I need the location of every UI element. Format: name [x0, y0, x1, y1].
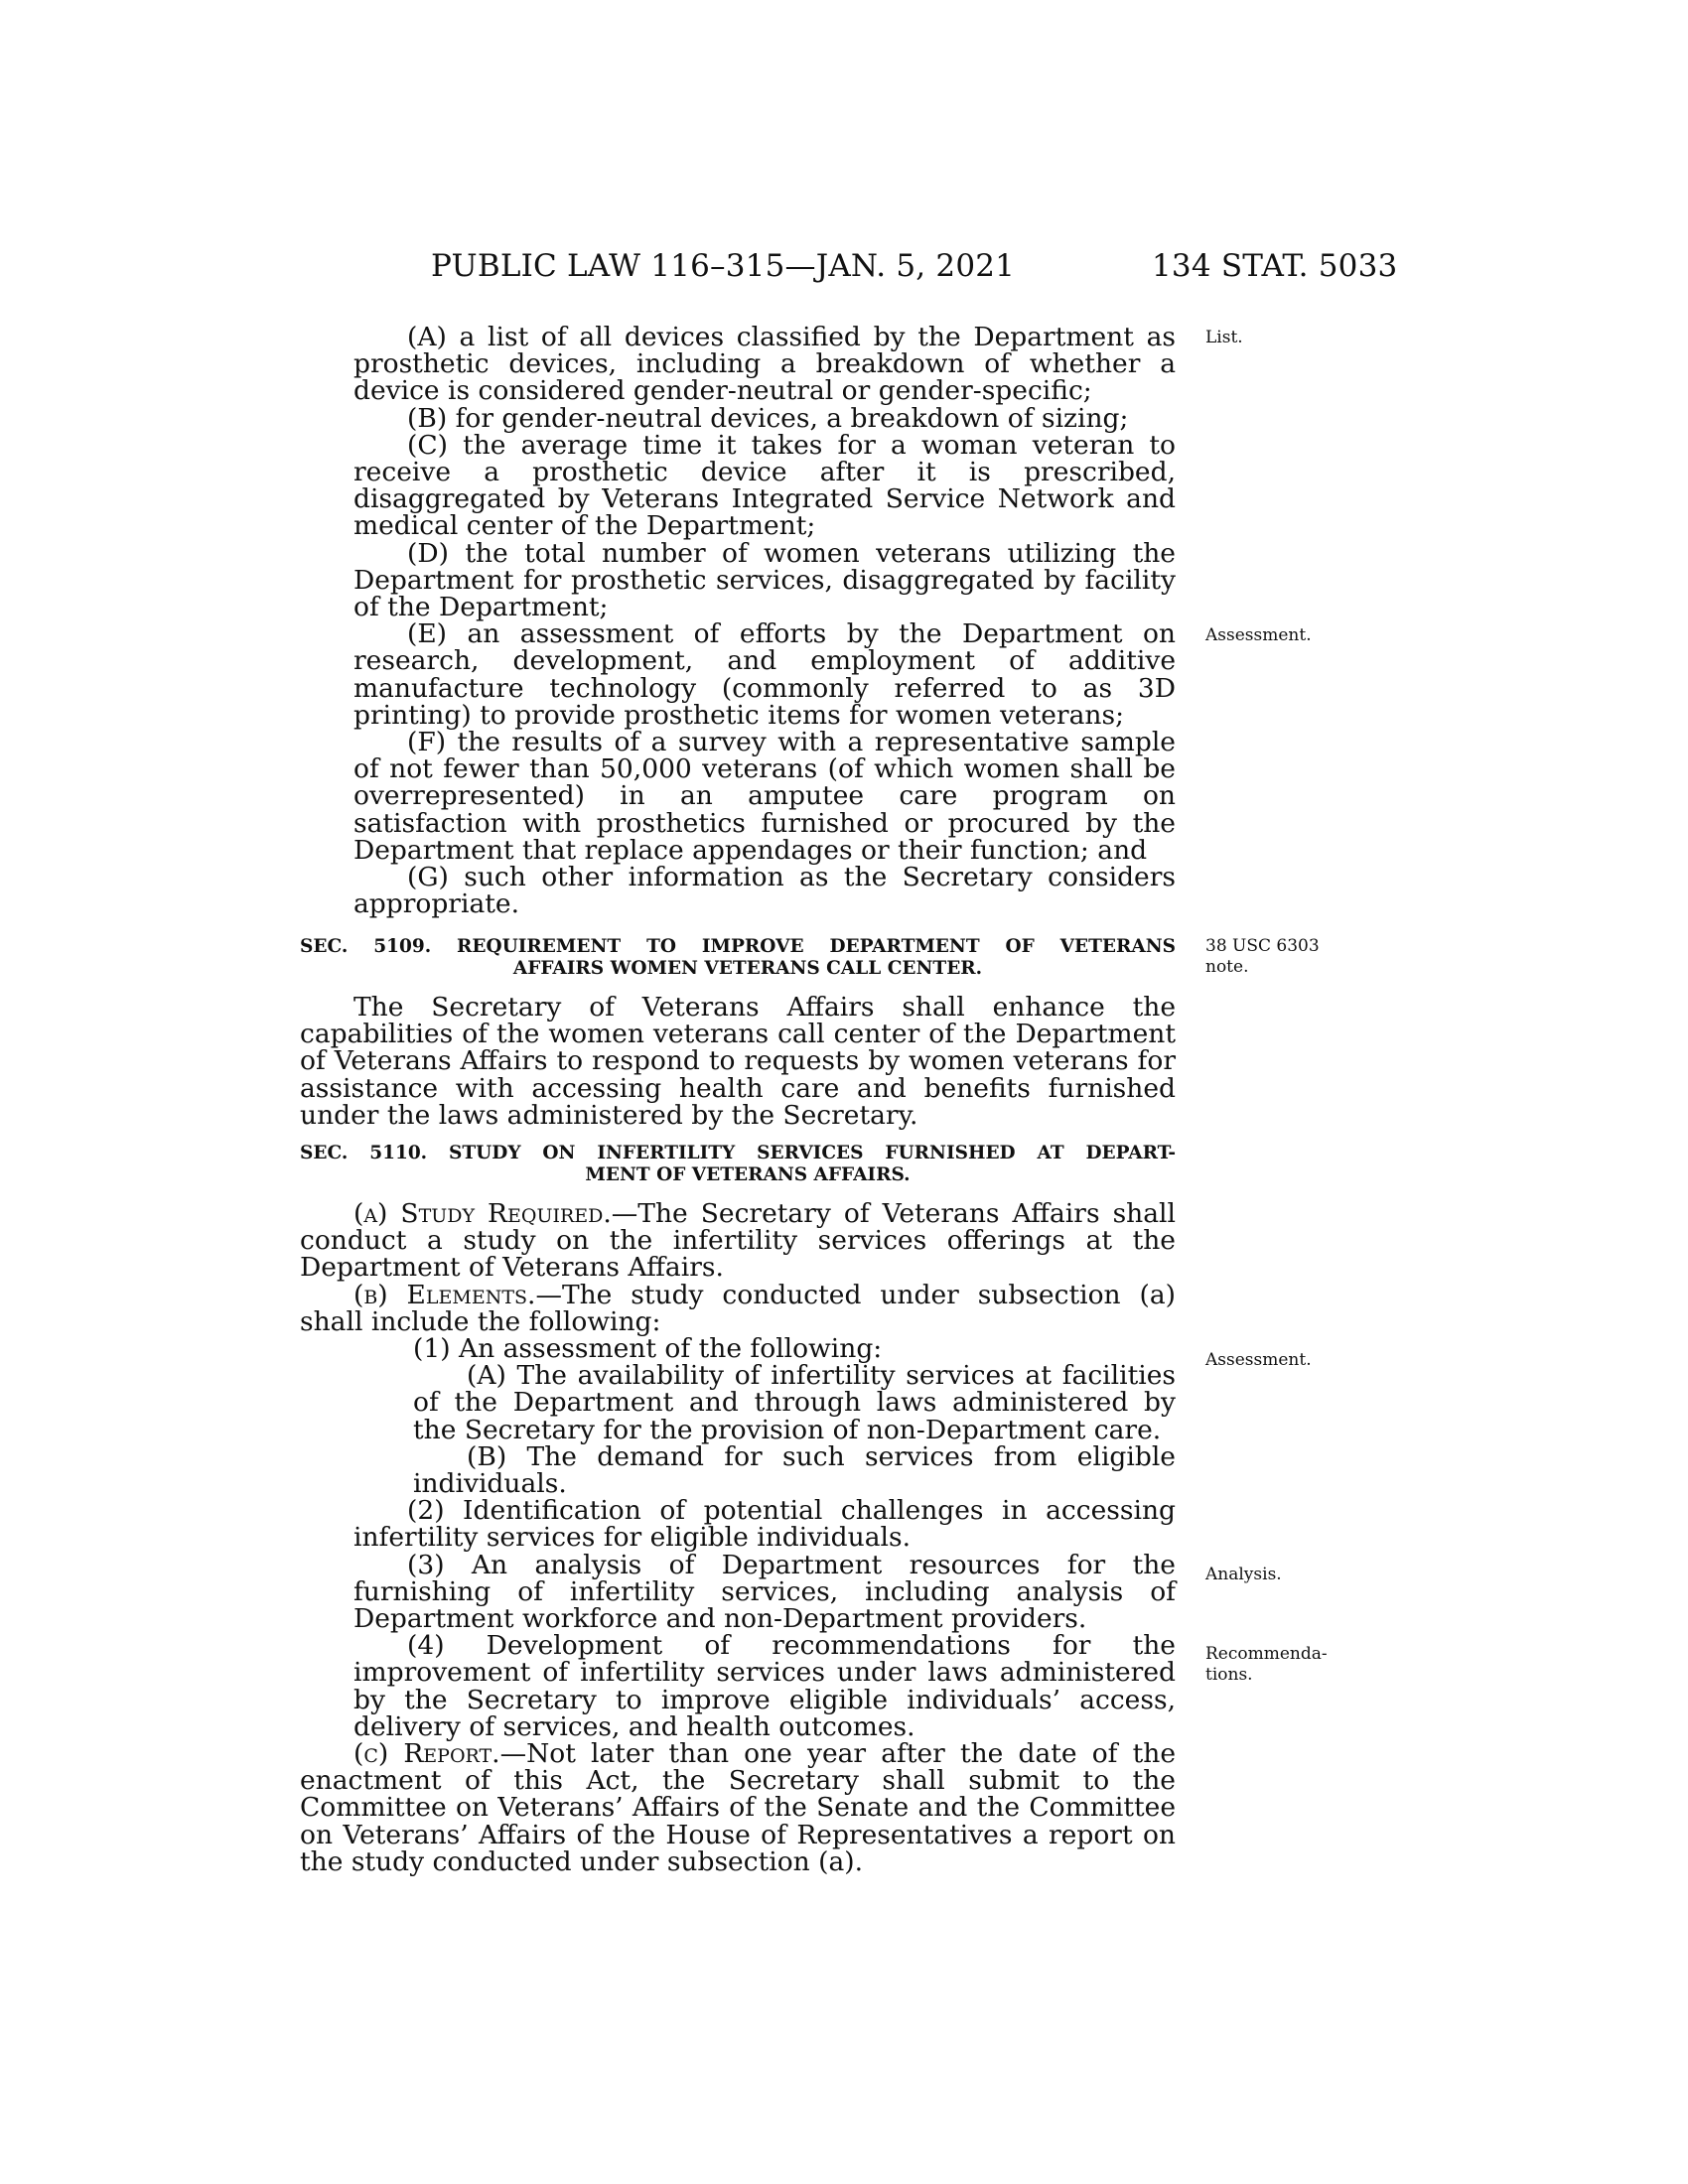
margin-note-recommendations-line1: Recommenda-	[1205, 1644, 1328, 1664]
margin-note-usc	[1205, 936, 1320, 978]
list-item-g: (G) such other information as the Secretary considers appropriate.	[353, 862, 1176, 920]
element-3: (3) An analysis of Department resources for the furnishing of infertility services, including analysis of Department workforce and non-Department providers.	[353, 1549, 1176, 1635]
element-1: (1) An assessment of the following:	[413, 1333, 883, 1365]
margin-note-usc-line1: 38 USC 6303	[1205, 936, 1320, 956]
subsection-c-text: —Not later than one year after the date of the enactment of this Act, the Secretary shall submit to the Committee on Veterans’ Affairs of the Senate and the Committee on Veterans’ Affairs of the House of Representatives a report on the study conducted under subsection (a).	[300, 1738, 1177, 1877]
section-5110-heading-line2: MENT OF VETERANS AFFAIRS.	[585, 1164, 911, 1185]
list-item-b: (B) for gender-neutral devices, a breakdown of sizing;	[407, 402, 1129, 434]
margin-note-analysis: Analysis.	[1205, 1565, 1282, 1584]
subsection-b-text: —The study conducted under subsection (a) shall include the following:	[300, 1279, 1176, 1337]
section-5110-heading-line1: SEC. 5110. STUDY ON INFERTILITY SERVICES FURNISHED AT DEPART-	[300, 1143, 1176, 1163]
subsection-a	[300, 1200, 1176, 1282]
subsection-a-text: —The Secretary of Veterans Affairs shall conduct a study on the infertility services offerings at the Department of Veterans Affairs.	[300, 1198, 1176, 1284]
margin-note-usc-line2: note.	[1205, 957, 1249, 977]
section-5109	[300, 936, 1176, 1129]
margin-note-assessment-2: Assessment.	[1205, 1350, 1312, 1370]
subsection-c	[300, 1740, 1176, 1875]
section-5110	[300, 1143, 1176, 1875]
element-4: (4) Development of recommendations for the improvement of infertility services under laws administered by the Secretary to improve eligible individuals’ access, delivery of services, and health outcomes.	[353, 1630, 1176, 1742]
list-item-c: (C) the average time it takes for a woman veteran to receive a prosthetic device after it is prescribed, disaggregated by Veterans Integrated Service Network and medical center of the Department;	[353, 429, 1176, 542]
section-5110-heading	[300, 1143, 1176, 1186]
section-5109-heading	[300, 936, 1176, 980]
element-1-a: (A) The availability of infertility services at facilities of the Department and through laws administered by the Secretary for the provision of non-Department care.	[413, 1360, 1176, 1445]
subsection-b	[300, 1279, 1176, 1337]
element-1-b: (B) The demand for such services from eligible individuals.	[413, 1440, 1176, 1500]
section-5109-heading-line2: AFFAIRS WOMEN VETERANS CALL CENTER.	[512, 958, 983, 979]
list-item-f: (F) the results of a survey with a representative sample of not fewer than 50,000 veterans (of which women shall be overrepresented) in an amputee care program on satisfaction with prosthetics furnished or procured by the Department that replace appendages or their function; and	[353, 727, 1176, 866]
list-item-d: (D) the total number of women veterans utilizing the Department for prosthetic services, disaggregated by facility of the Department;	[353, 537, 1176, 623]
list-item-e: (E) an assessment of efforts by the Department on research, development, and employment of additive manufacture technology (commonly referred to as 3D printing) to provide prosthetic items for women veterans;	[353, 618, 1176, 731]
margin-note-list: List.	[1205, 328, 1243, 347]
page-header-title: PUBLIC LAW 116–315—JAN. 5, 2021	[431, 248, 1016, 284]
section-5109-heading-line1: SEC. 5109. REQUIREMENT TO IMPROVE DEPARTMENT OF VETERANS	[300, 936, 1176, 957]
element-2: (2) Identification of potential challenges in accessing infertility services for eligible individuals.	[353, 1495, 1176, 1554]
margin-note-assessment-1: Assessment.	[1205, 625, 1312, 645]
margin-note-recommendations-line2: tions.	[1205, 1665, 1253, 1685]
section-5109-body: The Secretary of Veterans Affairs shall enhance the capabilities of the women veterans call center of the Department of Veterans Affairs to respond to requests by women veterans for assistance with accessing health care and benefits furnished under the laws administered by the Secretary.	[300, 992, 1176, 1131]
list-item-a: (A) a list of all devices classified by the Department as prosthetic devices, including a breakdown of whether a device is considered gender-neutral or gender-specific;	[353, 322, 1176, 407]
subsection-c-label: (c) Report.	[353, 1738, 500, 1770]
subsection-a-label: (a) Study Required.	[353, 1198, 612, 1229]
margin-note-recommendations	[1205, 1644, 1328, 1686]
page-stat-number: 134 STAT. 5033	[1152, 248, 1398, 284]
subsection-b-label: (b) Elements.	[353, 1279, 536, 1310]
prosthetics-report-list	[300, 322, 1176, 920]
